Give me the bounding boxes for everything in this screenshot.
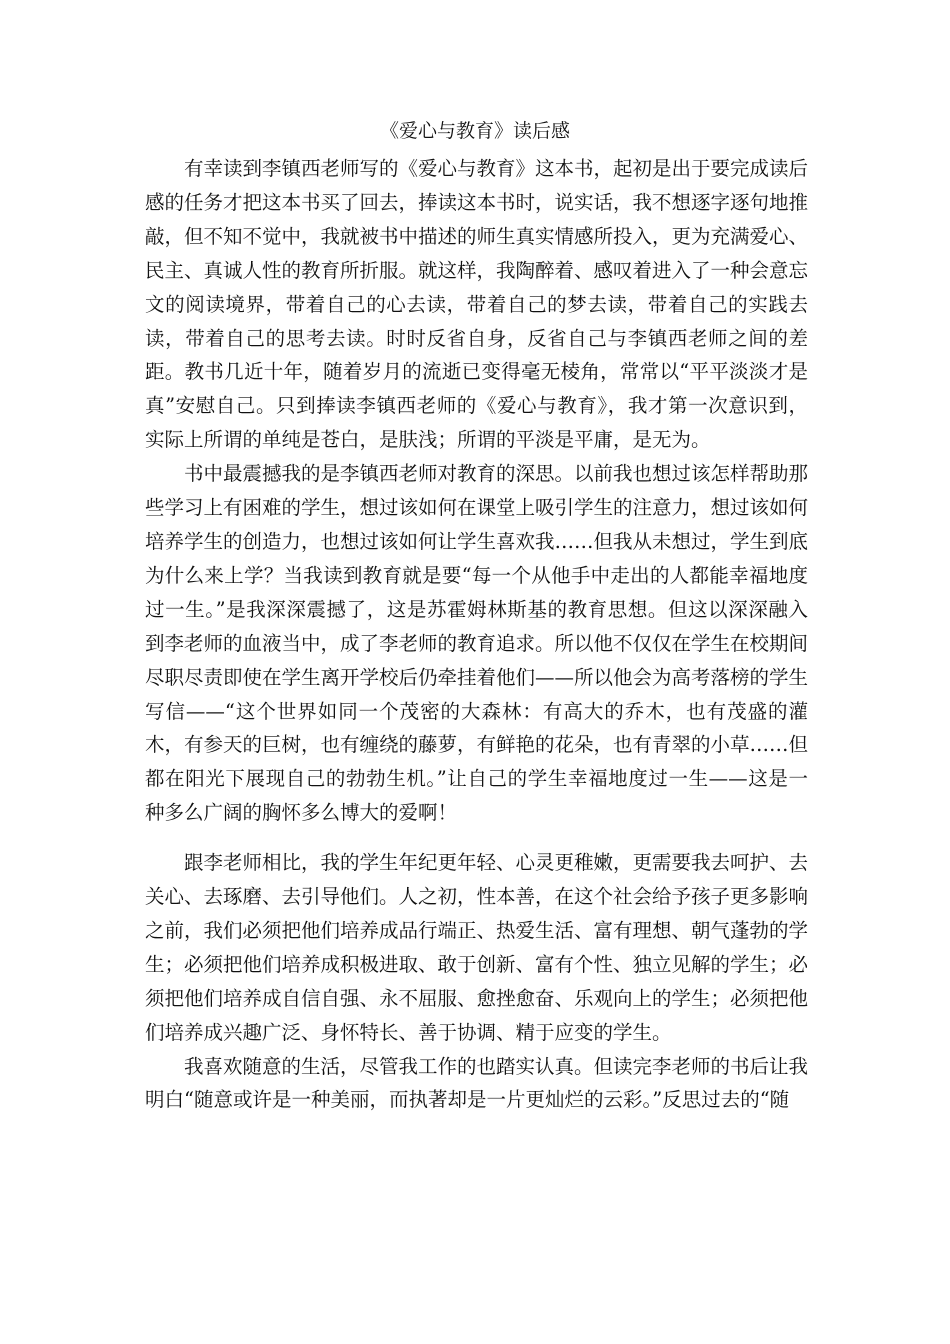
paragraph-1: 有幸读到李镇西老师写的《爱心与教育》这本书，起初是出于要完成读后感的任务才把这本书买了回去，捧读这本书时，说实话，我不想逐字逐句地推敲，但不知不觉中，我就被书中描述的师生真实情感所投入，更为充满爱心、民主、真诚人性的教育所折服。就这样，我陶醉着、感叹着进入了一种会意忘文的阅读境界，带着自己的心去读，带着自己的梦去读，带着自己的实践去读，带着自己的思考去读。时时反省自身，反省自己与李镇西老师之间的差距。教书几近十年，随着岁月的流逝已变得毫无棱角，常常以“平平淡淡才是真”安慰自己。只到捧读李镇西老师的《爱心与教育》，我才第一次意识到，实际上所谓的单纯是苍白，是肤浅；所谓的平淡是平庸，是无为。	[145, 157, 809, 452]
paragraph-4: 我喜欢随意的生活，尽管我工作的也踏实认真。但读完李老师的书后让我明白“随意或许是一种美丽，而执著却是一片更灿烂的云彩。”反思过去的“随	[145, 1054, 809, 1112]
document-title: 《爱心与教育》读后感	[379, 120, 570, 142]
paragraph-2: 书中最震撼我的是李镇西老师对教育的深思。以前我也想过该怎样帮助那些学习上有困难的学生，想过该如何在课堂上吸引学生的注意力，想过该如何培养学生的创造力，也想过该如何让学生喜欢我……但我从未想过，学生到底为什么来上学？当我读到教育就是要“每一个从他手中走出的人都能幸福地度过一生。”是我深深震撼了，这是苏霍姆林斯基的教育思想。但这以深深融入到李老师的血液当中，成了李老师的教育追求。所以他不仅仅在学生在校期间尽职尽责即使在学生离开学校后仍牵挂着他们——所以他会为高考落榜的学生写信——“这个世界如同一个茂密的大森林：有高大的乔木，也有茂盛的灌木，有参天的巨树，也有缠绕的藤萝，有鲜艳的花朵，也有青翠的小草……但都在阳光下展现自己的勃勃生机。”让自己的学生幸福地度过一生——这是一种多么广阔的胸怀多么博大的爱啊！	[145, 462, 809, 825]
paragraph-3: 跟李老师相比，我的学生年纪更年轻、心灵更稚嫩，更需要我去呵护、去关心、去琢磨、去引导他们。人之初，性本善，在这个社会给予孩子更多影响之前，我们必须把他们培养成品行端正、热爱生活、富有理想、朝气蓬勃的学生；必须把他们培养成积极进取、敢于创新、富有个性、独立见解的学生；必须把他们培养成自信自强、永不屈服、愈挫愈奋、乐观向上的学生；必须把他们培养成兴趣广泛、身怀特长、善于协调、精于应变的学生。	[145, 851, 809, 1044]
document-body	[145, 152, 808, 1117]
